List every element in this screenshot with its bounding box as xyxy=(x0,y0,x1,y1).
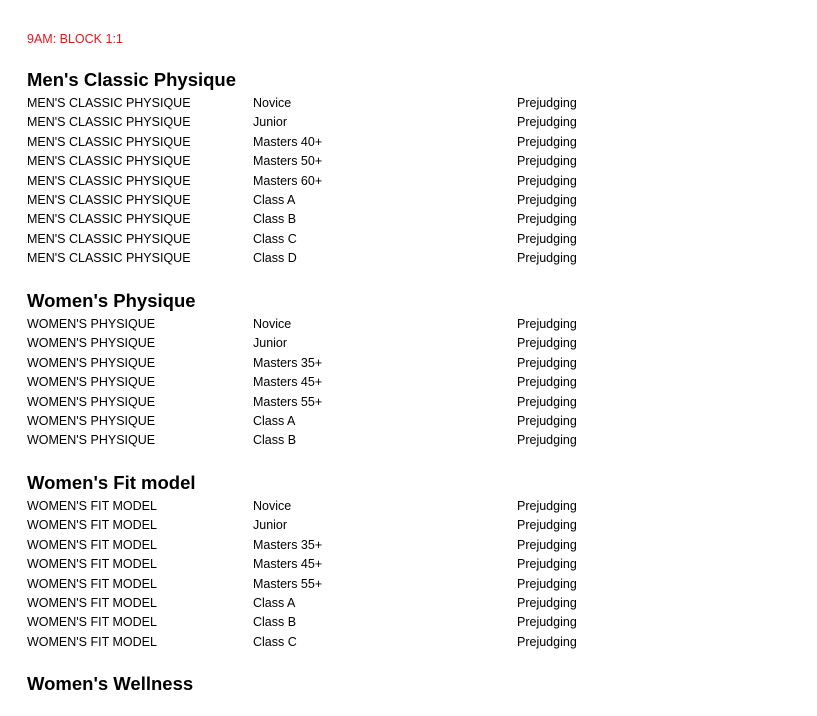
session-cell: Prejudging xyxy=(517,336,577,351)
table-row xyxy=(0,210,817,229)
session-cell: Prejudging xyxy=(517,499,577,513)
section-title-womens-fit-model: Women's Fit model xyxy=(27,472,196,493)
table-row xyxy=(0,230,817,249)
section-title-womens-wellness: Women's Wellness xyxy=(27,673,194,694)
session-cell: Prejudging xyxy=(517,394,577,409)
division-cell: Novice xyxy=(253,96,292,110)
division-cell: Class A xyxy=(253,413,296,428)
division-cell: Masters 50+ xyxy=(253,154,323,169)
division-cell: Junior xyxy=(253,336,288,351)
category-cell: MEN'S CLASSIC PHYSIQUE xyxy=(27,173,191,188)
category-cell: MEN'S CLASSIC PHYSIQUE xyxy=(27,212,191,227)
category-cell: WOMEN'S FIT MODEL xyxy=(27,576,157,591)
category-cell: WOMEN'S FIT MODEL xyxy=(27,615,157,630)
table-row xyxy=(0,613,817,632)
category-cell: WOMEN'S PHYSIQUE xyxy=(27,375,156,390)
session-cell: Prejudging xyxy=(517,317,577,331)
session-cell: Prejudging xyxy=(517,595,577,610)
table-row xyxy=(0,633,817,652)
session-cell: Prejudging xyxy=(517,251,577,266)
table-row xyxy=(0,497,817,516)
category-cell: WOMEN'S FIT MODEL xyxy=(27,557,157,572)
table-row xyxy=(0,536,817,555)
table-row xyxy=(0,594,817,613)
division-cell: Masters 45+ xyxy=(253,375,323,390)
table-row xyxy=(0,334,817,353)
section-title-womens-physique: Women's Physique xyxy=(27,290,196,311)
division-cell: Class B xyxy=(253,615,297,630)
table-row xyxy=(0,172,817,191)
session-cell: Prejudging xyxy=(517,615,577,630)
category-cell: WOMEN'S PHYSIQUE xyxy=(27,433,156,448)
division-cell: Masters 60+ xyxy=(253,173,323,188)
table-row xyxy=(0,431,817,450)
session-cell: Prejudging xyxy=(517,173,577,188)
division-cell: Junior xyxy=(253,115,288,130)
category-cell: MEN'S CLASSIC PHYSIQUE xyxy=(27,115,191,130)
category-cell: MEN'S CLASSIC PHYSIQUE xyxy=(27,192,191,207)
category-cell: WOMEN'S PHYSIQUE xyxy=(27,413,156,428)
division-cell: Class C xyxy=(253,231,297,246)
session-cell: Prejudging xyxy=(517,154,577,169)
table-row xyxy=(0,516,817,535)
category-cell: WOMEN'S FIT MODEL xyxy=(27,595,157,610)
category-cell: MEN'S CLASSIC PHYSIQUE xyxy=(27,154,191,169)
division-cell: Novice xyxy=(253,317,292,331)
division-cell: Class B xyxy=(253,433,297,448)
category-cell: WOMEN'S PHYSIQUE xyxy=(27,355,156,370)
session-cell: Prejudging xyxy=(517,537,577,552)
session-cell: Prejudging xyxy=(517,355,577,370)
division-cell: Class C xyxy=(253,634,297,649)
division-cell: Masters 55+ xyxy=(253,394,323,409)
table-row xyxy=(0,354,817,373)
session-cell: Prejudging xyxy=(517,375,577,390)
section-title-mens-classic-physique: Men's Classic Physique xyxy=(27,69,237,90)
table-row xyxy=(0,94,817,113)
category-cell: WOMEN'S PHYSIQUE xyxy=(27,317,156,331)
session-cell: Prejudging xyxy=(517,134,577,149)
category-cell: WOMEN'S PHYSIQUE xyxy=(27,394,156,409)
category-cell: MEN'S CLASSIC PHYSIQUE xyxy=(27,96,191,110)
session-cell: Prejudging xyxy=(517,634,577,649)
session-cell: Prejudging xyxy=(517,231,577,246)
table-row xyxy=(0,113,817,132)
category-cell: WOMEN'S FIT MODEL xyxy=(27,537,157,552)
division-cell: Masters 35+ xyxy=(253,537,323,552)
division-cell: Class B xyxy=(253,212,297,227)
session-cell: Prejudging xyxy=(517,518,577,533)
session-cell: Prejudging xyxy=(517,96,577,110)
category-cell: MEN'S CLASSIC PHYSIQUE xyxy=(27,251,191,266)
division-cell: Masters 35+ xyxy=(253,355,323,370)
division-cell: Masters 40+ xyxy=(253,134,323,149)
division-cell: Class A xyxy=(253,595,296,610)
division-cell: Masters 45+ xyxy=(253,557,323,572)
division-cell: Masters 55+ xyxy=(253,576,323,591)
session-cell: Prejudging xyxy=(517,413,577,428)
category-cell: WOMEN'S FIT MODEL xyxy=(27,518,157,533)
section-rows-womens-fit-model xyxy=(0,497,817,652)
division-cell: Class D xyxy=(253,251,297,266)
division-cell: Novice xyxy=(253,499,292,513)
category-cell: WOMEN'S FIT MODEL xyxy=(27,499,157,513)
table-row xyxy=(0,152,817,171)
category-cell: MEN'S CLASSIC PHYSIQUE xyxy=(27,231,191,246)
table-row xyxy=(0,249,817,268)
session-cell: Prejudging xyxy=(517,576,577,591)
session-cell: Prejudging xyxy=(517,557,577,572)
division-cell: Class A xyxy=(253,192,296,207)
section-rows-mens-classic-physique xyxy=(0,94,817,269)
category-cell: WOMEN'S FIT MODEL xyxy=(27,634,157,649)
table-row xyxy=(0,373,817,392)
table-row xyxy=(0,555,817,574)
division-cell: Junior xyxy=(253,518,288,533)
category-cell: MEN'S CLASSIC PHYSIQUE xyxy=(27,134,191,149)
section-rows-womens-physique xyxy=(0,315,817,451)
table-row xyxy=(0,191,817,210)
block-label: 9AM: BLOCK 1:1 xyxy=(27,32,123,46)
table-row xyxy=(0,133,817,152)
table-row xyxy=(0,412,817,431)
session-cell: Prejudging xyxy=(517,212,577,227)
session-cell: Prejudging xyxy=(517,433,577,448)
session-cell: Prejudging xyxy=(517,192,577,207)
table-row xyxy=(0,393,817,412)
table-row xyxy=(0,315,817,334)
category-cell: WOMEN'S PHYSIQUE xyxy=(27,336,156,351)
session-cell: Prejudging xyxy=(517,115,577,130)
table-row xyxy=(0,575,817,594)
